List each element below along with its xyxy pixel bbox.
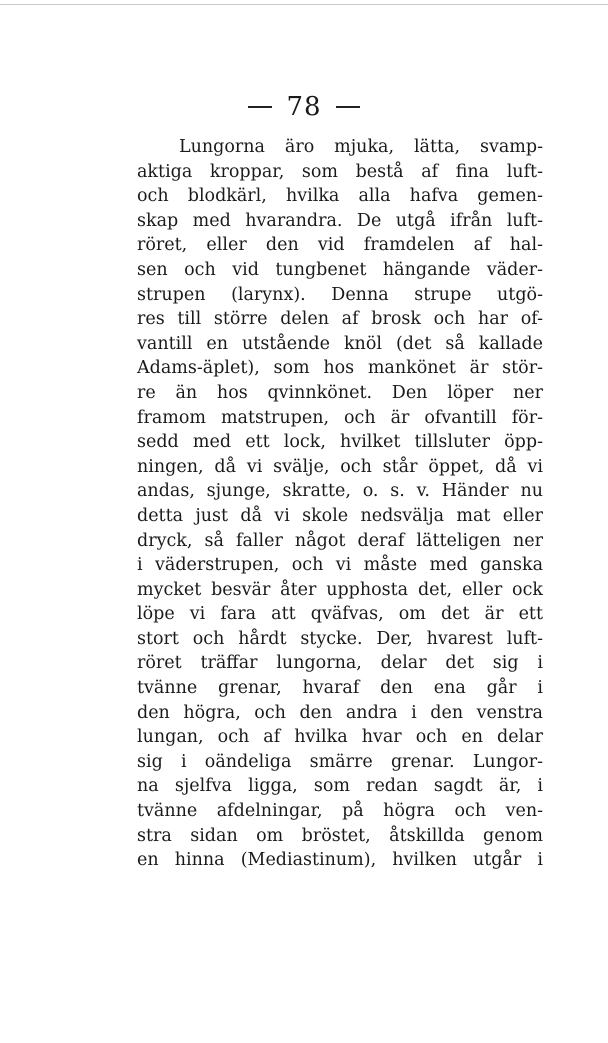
text-line: dryck, så faller något deraf lätteligen ner [137,530,543,551]
text-line: röret träffar lungorna, delar det sig i [137,653,543,674]
text-line: en hinna (Mediastinum), hvilken utgår i [137,850,543,871]
top-edge-rule [0,4,608,5]
text-line: sen och vid tungbenet hängande väder- [137,259,543,280]
text-line: Lungorna äro mjuka, lätta, svamp- [179,137,543,157]
text-line: lungan, och af hvilka hvar och en delar [137,727,543,748]
text-line: strupen (larynx). Denna strupe utgö- [137,284,543,305]
text-line: löpe vi fara att qväfvas, om det är ett [137,604,543,625]
text-line: stra sidan om bröstet, åtskillda genom [137,825,543,846]
text-line: röret, eller den vid framdelen af hal- [137,235,543,256]
text-line: andas, sjunge, skratte, o. s. v. Händer nu [137,481,543,502]
text-line: Adams-äplet), som hos mankönet är stör- [137,358,543,379]
text-line: mycket besvär åter upphosta det, eller ock [137,579,543,600]
text-line: stort och hårdt stycke. Der, hvarest luft- [137,628,543,649]
text-line: vantill en utstående knöl (det så kallade [137,333,543,354]
text-line: sig i oändeliga smärre grenar. Lungor- [137,751,543,772]
text-line: na sjelfva ligga, som redan sagdt är, i [137,776,543,797]
text-line: sedd med ett lock, hvilket tillsluter öpp- [137,432,543,453]
text-line: tvänne afdelningar, på högra och ven- [137,801,543,822]
text-line: detta just då vi skole nedsvälja mat eller [137,505,543,526]
text-line: skap med hvarandra. De utgå ifrån luft- [137,210,543,231]
text-line: framom matstrupen, och är ofvantill för- [137,407,543,428]
left-dash [248,106,272,108]
text-line: och blodkärl, hvilka alla hafva gemen- [137,186,543,207]
text-line: res till större delen af brosk och har of- [137,309,543,330]
text-line: ningen, då vi svälje, och står öppet, då vi [137,456,543,477]
text-line: den högra, och den andra i den venstra [137,702,543,723]
body-text [137,135,543,873]
text-line: re än hos qvinnkönet. Den löper ner [137,382,543,403]
page-header [0,92,608,122]
text-line: aktiga kroppar, som bestå af fina luft- [137,161,543,182]
page-number: 78 [286,92,322,122]
text-line: i väderstrupen, och vi måste med ganska [137,555,543,576]
text-line: tvänne grenar, hvaraf den ena går i [137,678,543,699]
right-dash [336,106,360,108]
